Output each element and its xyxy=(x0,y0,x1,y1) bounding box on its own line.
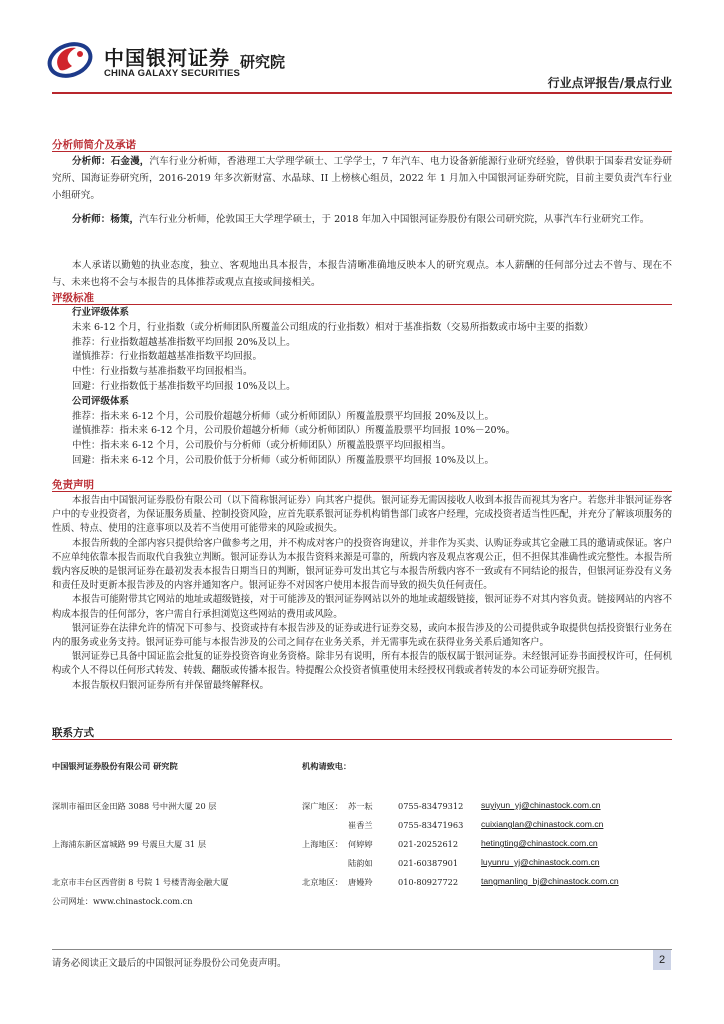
address-beijing: 北京市丰台区西营街 8 号院 1 号楼青海金融大厦 xyxy=(52,877,229,887)
analyst1-bio: 汽车行业分析师，香港理工大学理学硕士、工学学士，7 年汽车、电力设备新能源行业研究经验，曾供职于国泰君安证券研究所、国海证券研究所，2016-2019 年多次新财富、水晶球、II 上榜核心组员，2022 年 1 月加入中国银河证券研究院，目前主要负责汽车行业小组研究。 xyxy=(52,156,673,201)
institute-label: 研究院 xyxy=(240,53,286,71)
company-logo xyxy=(46,40,94,80)
disclaimer-paragraph: 本报告版权归银河证券所有并保留最终解释权。 xyxy=(72,679,269,691)
analyst2-bio: 汽车行业分析师，伦敦国王大学理学硕士，于 2018 年加入中国银河证券股份有限公司研究院，从事汽车行业研究工作。 xyxy=(139,214,650,225)
contact-email[interactable]: hetingting@chinastock.com.cn xyxy=(481,838,598,848)
rating-subheading: 行业评级体系 xyxy=(72,307,130,318)
footer-divider xyxy=(52,949,672,950)
contact-phone: 021-20252612 xyxy=(398,839,459,849)
rating-line: 中性：行业指数与基准指数平均回报相当。 xyxy=(72,366,253,378)
analyst2-paragraph xyxy=(52,211,672,228)
footer-disclaimer-note: 请务必阅读正文最后的中国银河证券股份公司免责声明。 xyxy=(52,958,287,969)
company-website: 公司网址：www.chinastock.com.cn xyxy=(52,896,193,906)
inst-sales-label: 机构请致电： xyxy=(302,761,352,771)
analyst1-name: 分析师：石金漫， xyxy=(72,156,150,167)
rating-line: 未来 6-12 个月，行业指数（或分析师团队所覆盖公司组成的行业指数）相对于基准指数（交易所指数或市场中主要的指数） xyxy=(72,321,594,333)
contact-name: 唐嫚羚 xyxy=(348,877,373,887)
contact-region: 深广地区： xyxy=(302,801,343,811)
page-number: 2 xyxy=(653,950,671,970)
contact-section-divider xyxy=(52,739,672,740)
disclaimer-paragraph: 银河证券在法律允许的情况下可参与、投资或持有本报告涉及的证券或进行证券交易，或向本报告涉及的公司提供或争取提供包括投资银行业务在内的服务或业务支持。银河证券可能与本报告涉及的公司之间存在业务关系，并无需事先或在获得业务关系后通知客户。 xyxy=(52,622,673,649)
disclaimer-section-title: 免责声明 xyxy=(52,479,94,491)
rating-line: 谨慎推荐：行业指数超越基准指数平均回报。 xyxy=(72,351,263,363)
brand-name-en: CHINA GALAXY SECURITIES xyxy=(104,68,241,79)
company-name: 中国银河证券股份有限公司 研究院 xyxy=(52,761,178,771)
disclaimer-paragraph: 本报告由中国银河证券股份有限公司（以下简称银河证券）向其客户提供。银河证券无需因接收人收到本报告而视其为客户。若您并非银河证券客户中的专业投资者，为保证服务质量、控制投资风险，应首先联系银河证券机构销售部门或客户经理，完成投资者适当性匹配，并充分了解该项服务的性质、特点、使用的注意事项以及若不当使用可能带来的风险或损失。 xyxy=(52,495,673,535)
rating-line: 谨慎推荐：指未来 6-12 个月，公司股价超越分析师（或分析师团队）所覆盖股票平均回报 10%－20%。 xyxy=(72,425,516,437)
contact-name: 苏一耘 xyxy=(348,801,373,811)
disclaimer-body xyxy=(52,494,672,693)
address-shenzhen: 深圳市福田区金田路 3088 号中洲大厦 20 层 xyxy=(52,801,217,811)
contact-name: 陆韵如 xyxy=(348,858,373,868)
contact-phone: 021-60387901 xyxy=(398,858,459,868)
contact-region: 上海地区： xyxy=(302,839,343,849)
disclaimer-paragraph: 本报告所载的全部内容只提供给客户做参考之用，并不构成对客户的投资咨询建议，并非作为买卖、认购证券或其它金融工具的邀请或保证。客户不应单纯依靠本报告而取代自我独立判断。银河证券认为本报告资料来源是可靠的，所载内容及观点客观公正，但不担保其准确性或完整性。本报告所载内容反映的是银河证券在最初发表本报告日期当日的判断，银河证券可发出其它与本报告所载内容不一致或有不同结论的报告，但银河证券没有义务和责任及时更新本报告涉及的内容并通知客户。银河证券不对因客户使用本报告而导致的损失负任何责任。 xyxy=(52,537,673,592)
contact-phone: 0755-83471963 xyxy=(398,820,464,830)
disclaimer-paragraph: 银河证券已具备中国证监会批复的证券投资咨询业务资格。除非另有说明，所有本报告的版权属于银河证券。未经银河证券书面授权许可，任何机构或个人不得以任何形式转发、转载、翻版或传播本报告。特提醒公众投资者慎重使用未经授权刊载或者转发的本公司证券研究报告。 xyxy=(52,651,673,677)
rating-line: 推荐：行业指数超越基准指数平均回报 20%及以上。 xyxy=(72,336,296,348)
disclaimer-section-divider xyxy=(52,491,672,492)
rating-standards xyxy=(52,306,672,466)
contact-email[interactable]: suyiyun_yj@chinastock.com.cn xyxy=(481,800,601,810)
contact-phone: 010-80927722 xyxy=(398,877,459,887)
rating-line: 推荐：指未来 6-12 个月，公司股价超越分析师（或分析师团队）所覆盖股票平均回报 20%及以上。 xyxy=(72,410,495,422)
contact-section-title: 联系方式 xyxy=(52,727,94,739)
contact-email[interactable]: tangmanling_bj@chinastock.com.cn xyxy=(481,876,619,886)
disclaimer-paragraph: 本报告可能附带其它网站的地址或超级链接，对于可能涉及的银河证券网站以外的地址或超级链接，银河证券不对其内容负责。链接网站的内容不构成本报告的任何部分，客户需自行承担浏览这些网站的费用或风险。 xyxy=(52,594,673,620)
rating-section-divider xyxy=(52,304,672,305)
contact-phone: 0755-83479312 xyxy=(398,801,464,811)
analyst2-name: 分析师：杨策， xyxy=(72,214,140,225)
rating-section-title: 评级标准 xyxy=(52,292,94,304)
header-divider xyxy=(52,92,672,94)
contact-name: 崔香兰 xyxy=(348,820,373,830)
rating-line: 回避：行业指数低于基准指数平均回报 10%及以上。 xyxy=(72,380,296,392)
contact-email[interactable]: cuixianglan@chinastock.com.cn xyxy=(481,819,604,829)
rating-line: 中性：指未来 6-12 个月，公司股价与分析师（或分析师团队）所覆盖股票平均回报相当。 xyxy=(72,440,451,452)
contact-region: 北京地区： xyxy=(302,877,343,887)
rating-subheading: 公司评级体系 xyxy=(72,395,130,407)
contact-name: 何婷婷 xyxy=(348,839,373,849)
analyst-section-title: 分析师简介及承诺 xyxy=(52,139,136,151)
commitment-paragraph: 本人承诺以勤勉的执业态度，独立、客观地出具本报告，本报告清晰准确地反映本人的研究观点。本人薪酬的任何部分过去不曾与、现在不与、未来也将不会与本报告的具体推荐或观点直接或间接相关。 xyxy=(52,260,672,288)
brand-name-cn: 中国银河证券 xyxy=(104,46,230,70)
address-shanghai: 上海浦东新区富城路 99 号震旦大厦 31 层 xyxy=(52,839,207,849)
report-type: 行业点评报告/景点行业 xyxy=(547,76,672,90)
rating-line: 回避：指未来 6-12 个月，公司股价低于分析师（或分析师团队）所覆盖股票平均回报 10%及以上。 xyxy=(72,454,495,466)
analyst-section-divider xyxy=(52,151,672,152)
contact-email[interactable]: luyunru_yj@chinastock.com.cn xyxy=(481,857,600,867)
analyst1-paragraph xyxy=(52,153,672,204)
